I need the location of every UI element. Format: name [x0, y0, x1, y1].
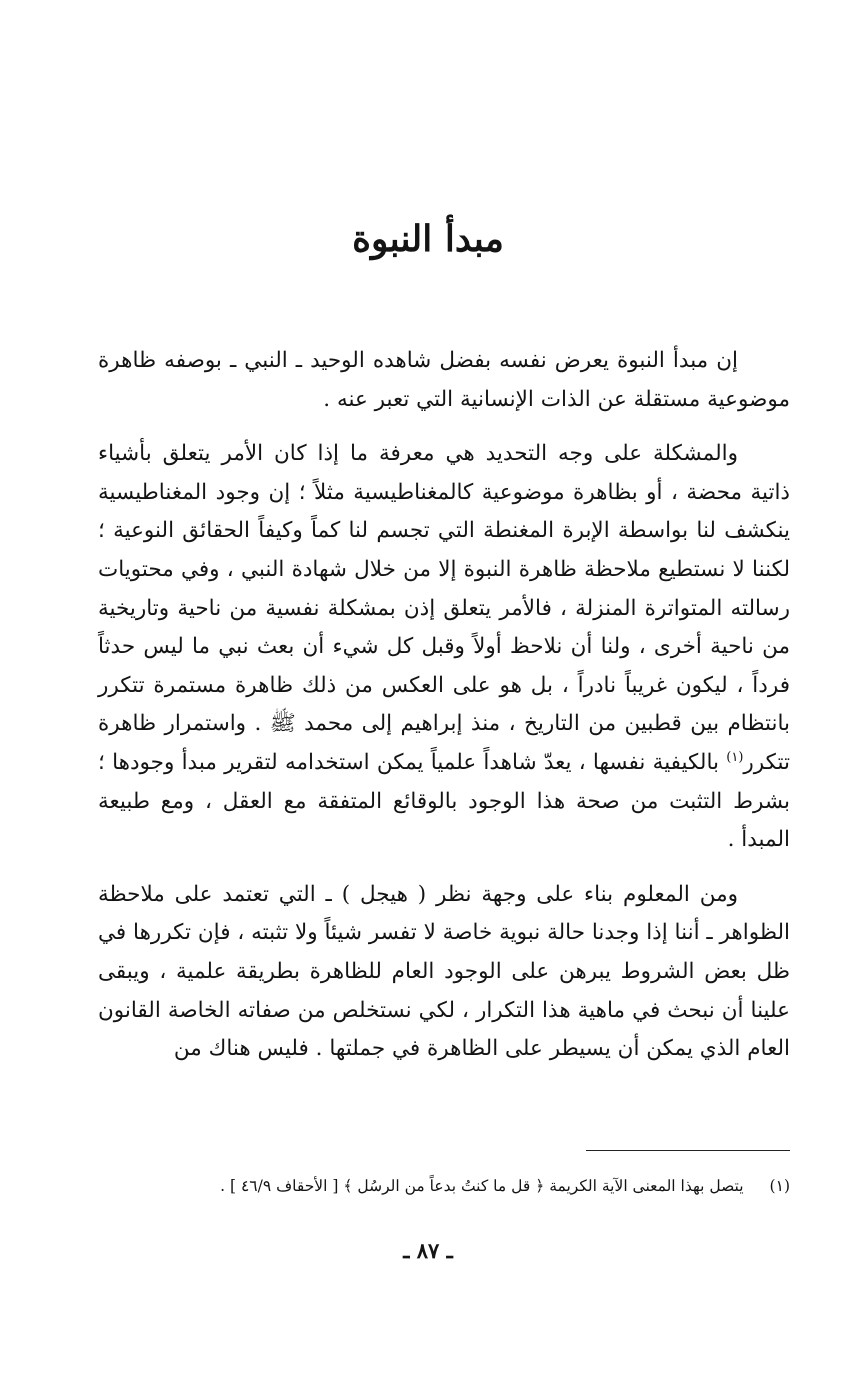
paragraph-2-part-1: والمشكلة على وجه التحديد هي معرفة ما إذا كان الأمر يتعلق بأشياء ذاتية محضة ، أو بظاهرة موضوعية كالمغناطيسية مثلاً ؛ إن وجود المغناطيسية ينكشف لنا بواسطة الإبرة المغنطة التي تجسم لنا كماً وكيفاً الحقائق النوعية ؛ لكننا لا نستطيع ملاحظة ظاهرة النبوة إلا من خلال شهادة النبي ، وفي محتويات رسالته المتواترة المنزلة ، فالأمر يتعلق إذن بمشكلة نفسية من ناحية وتاريخية من ناحية أخرى ، ولنا أن نلاحظ أولاً وقبل كل شيء أن بعث نبي ما ليس حدثاً فرداً ، ليكون غريباً نادراً ، بل هو على العكس من ذلك ظاهرة مستمرة تتكرر بانتظام بين قطبين من التاريخ ، منذ إبراهيم إلى محمد ﷺ . واستمرار ظاهرة تتكرر [98, 441, 790, 775]
paragraph-3: ومن المعلوم بناء على وجهة نظر ( هيجل ) ـ التي تعتمد على ملاحظة الظواهر ـ أننا إذا وجدنا حالة نبوية خاصة لا تفسر شيئاً ولا تثبته ، فإن تكررها في ظل بعض الشروط يبرهن على الوجود العام للظاهرة بطريقة علمية ، ويبقى علينا أن نبحث في ماهية هذا التكرار ، لكي نستخلص من صفاته الخاصة القانون العام الذي يمكن أن يسيطر على الظاهرة في جملتها . فليس هناك من [98, 881, 790, 1062]
body-text [98, 342, 790, 1085]
chapter-title: مبدأ النبوة [352, 218, 504, 260]
page-number: ـ ٨٧ ـ [403, 1238, 453, 1263]
footnote-divider [586, 1150, 790, 1151]
footnote [130, 1174, 790, 1198]
paragraph-2 [98, 435, 790, 860]
footnote-text: يتصل بهذا المعنى الآية الكريمة ﴿ قل ما كنتُ بدعاً من الرسُل ﴾ [ الأحقاف ٤٦/٩ ] . [220, 1177, 744, 1195]
footnote-number: (١) [769, 1177, 790, 1195]
footnote-reference-marker: (١) [726, 749, 744, 765]
paragraph-2-part-2: بالكيفية نفسها ، يعدّ شاهداً علمياً يمكن استخدامه لتقرير مبدأ وجودها ؛ بشرط التثبت من صحة هذا الوجود بالوقائع المتفقة مع العقل ، ومع طبيعة المبدأ . [98, 749, 790, 853]
paragraph-1: إن مبدأ النبوة يعرض نفسه بفضل شاهده الوحيد ـ النبي ـ بوصفه ظاهرة موضوعية مستقلة عن الذات الإنسانية التي تعبر عنه . [98, 348, 790, 412]
